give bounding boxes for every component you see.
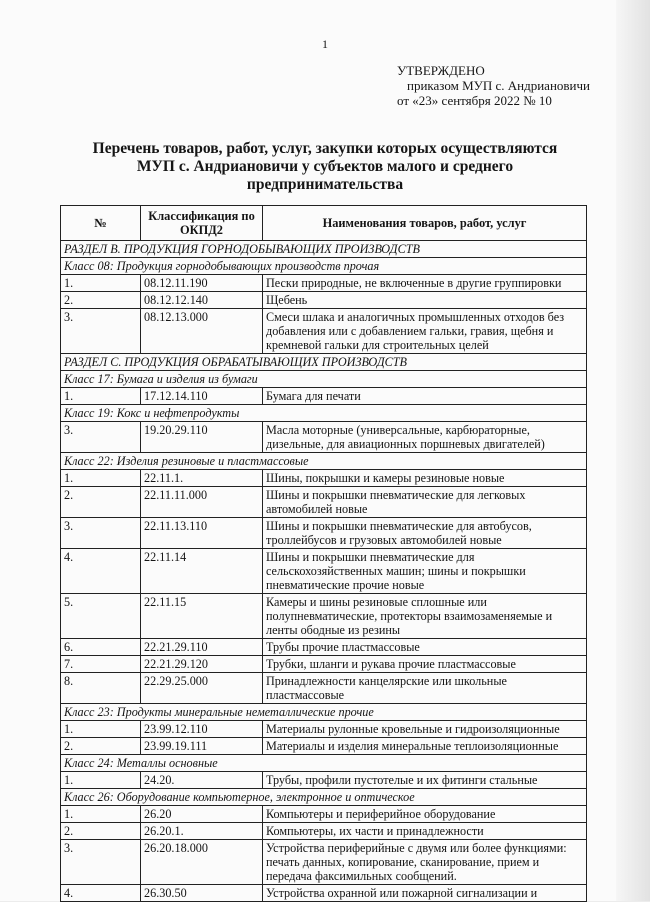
row-name: Шины, покрышки и камеры резиновые новые <box>263 470 587 487</box>
class-heading: Класс 24: Металлы основные <box>61 755 587 772</box>
row-name: Принадлежности канцелярские или школьные пластмассовые <box>263 673 587 704</box>
row-name: Шины и покрышки пневматические для автобусов, троллейбусов и грузовых автомобилей новые <box>263 518 587 549</box>
class-heading: Класс 19: Кокс и нефтепродукты <box>61 405 587 422</box>
approval-heading: УТВЕРЖДЕНО <box>397 63 485 78</box>
row-name: Устройства периферийные с двумя или более функциями: печать данных, копирование, сканирование, прием и передача факсимильных сообщений. <box>263 840 587 885</box>
row-code: 22.11.13.110 <box>141 518 263 549</box>
row-code: 22.11.1. <box>141 470 263 487</box>
row-number: 5. <box>61 594 141 639</box>
section-row <box>61 241 587 258</box>
row-name: Трубы, профили пустотелые и их фитинги стальные <box>263 772 587 789</box>
page-number: 1 <box>322 37 328 51</box>
table-row <box>61 388 587 405</box>
title-line-1: Перечень товаров, работ, услуг, закупки которых осуществляются <box>92 140 558 157</box>
table-row <box>61 518 587 549</box>
row-number: 4. <box>61 549 141 594</box>
approval-stamp-block <box>397 63 590 108</box>
row-number: 7. <box>61 656 141 673</box>
row-name: Трубы прочие пластмассовые <box>263 639 587 656</box>
class-row <box>61 755 587 772</box>
row-number: 3. <box>61 309 141 354</box>
row-number: 2. <box>61 487 141 518</box>
row-name: Масла моторные (универсальные, карбюраторные, дизельные, для авиационных поршневых двигателей) <box>263 422 587 453</box>
class-heading: Класс 23: Продукты минеральные неметаллические прочие <box>61 704 587 721</box>
row-number: 3. <box>61 422 141 453</box>
document-title <box>60 140 590 194</box>
table-body <box>61 241 587 902</box>
row-name: Компьютеры и периферийное оборудование <box>263 806 587 823</box>
section-heading: РАЗДЕЛ B. ПРОДУКЦИЯ ГОРНОДОБЫВАЮЩИХ ПРОИЗВОДСТВ <box>61 241 587 258</box>
table-row <box>61 840 587 885</box>
title-line-2: МУП с. Андриановичи у субъектов малого и среднего <box>136 158 514 175</box>
class-row <box>61 704 587 721</box>
section-heading: РАЗДЕЛ C. ПРОДУКЦИЯ ОБРАБАТЫВАЮЩИХ ПРОИЗВОДСТВ <box>61 354 587 371</box>
row-code: 23.99.19.111 <box>141 738 263 755</box>
row-number: 6. <box>61 639 141 656</box>
table-row <box>61 885 587 902</box>
approval-date: от «23» сентября 2022 № 10 <box>397 93 552 108</box>
row-name: Шины и покрышки пневматические для легковых автомобилей новые <box>263 487 587 518</box>
table-row <box>61 422 587 453</box>
row-code: 23.99.12.110 <box>141 721 263 738</box>
header-classification: Классификация по ОКПД2 <box>141 206 263 241</box>
table-row <box>61 673 587 704</box>
row-name: Камеры и шины резиновые сплошные или полупневматические, протекторы взаимозаменяемые и ленты ободные из резины <box>263 594 587 639</box>
table-row <box>61 806 587 823</box>
row-name: Бумага для печати <box>263 388 587 405</box>
row-number: 1. <box>61 721 141 738</box>
row-code: 22.29.25.000 <box>141 673 263 704</box>
row-name: Пески природные, не включенные в другие группировки <box>263 275 587 292</box>
row-number: 1. <box>61 388 141 405</box>
row-code: 08.12.11.190 <box>141 275 263 292</box>
class-heading: Класс 22: Изделия резиновые и пластмассовые <box>61 453 587 470</box>
title-line-3: предпринимательства <box>246 176 404 193</box>
class-heading: Класс 17: Бумага и изделия из бумаги <box>61 371 587 388</box>
table-row <box>61 656 587 673</box>
row-code: 22.11.11.000 <box>141 487 263 518</box>
row-code: 24.20. <box>141 772 263 789</box>
row-code: 22.11.15 <box>141 594 263 639</box>
row-number: 4. <box>61 885 141 902</box>
row-name: Устройства охранной или пожарной сигнализации и <box>263 885 587 902</box>
section-row <box>61 354 587 371</box>
row-number: 8. <box>61 673 141 704</box>
class-row <box>61 789 587 806</box>
row-name: Компьютеры, их части и принадлежности <box>263 823 587 840</box>
row-code: 19.20.29.110 <box>141 422 263 453</box>
table-header-row <box>61 206 587 241</box>
row-number: 3. <box>61 840 141 885</box>
table-row <box>61 292 587 309</box>
table-row <box>61 772 587 789</box>
row-number: 2. <box>61 292 141 309</box>
row-code: 26.20.1. <box>141 823 263 840</box>
row-number: 2. <box>61 823 141 840</box>
class-heading: Класс 08: Продукция горнодобывающих производств прочая <box>61 258 587 275</box>
row-name: Шины и покрышки пневматические для сельскохозяйственных машин; шины и покрышки пневматические прочие новые <box>263 549 587 594</box>
row-number: 1. <box>61 772 141 789</box>
table-row <box>61 823 587 840</box>
table-row <box>61 738 587 755</box>
class-row <box>61 453 587 470</box>
row-code: 26.20.18.000 <box>141 840 263 885</box>
table-row <box>61 309 587 354</box>
header-number: № <box>61 206 141 241</box>
class-heading: Класс 26: Оборудование компьютерное, электронное и оптическое <box>61 789 587 806</box>
table-row <box>61 487 587 518</box>
table-row <box>61 549 587 594</box>
table-row <box>61 721 587 738</box>
row-name: Смеси шлака и аналогичных промышленных отходов без добавления или с добавлением гальки, гравия, щебня и кремневой гальки для строительных целей <box>263 309 587 354</box>
row-number: 1. <box>61 470 141 487</box>
row-name: Материалы рулонные кровельные и гидроизоляционные <box>263 721 587 738</box>
row-number: 1. <box>61 275 141 292</box>
row-number: 2. <box>61 738 141 755</box>
row-code: 08.12.13.000 <box>141 309 263 354</box>
class-row <box>61 258 587 275</box>
row-name: Трубки, шланги и рукава прочие пластмассовые <box>263 656 587 673</box>
row-code: 17.12.14.110 <box>141 388 263 405</box>
row-number: 3. <box>61 518 141 549</box>
page-edge-shadow <box>616 0 650 901</box>
row-number: 1. <box>61 806 141 823</box>
row-code: 26.30.50 <box>141 885 263 902</box>
row-code: 26.20 <box>141 806 263 823</box>
row-code: 22.21.29.120 <box>141 656 263 673</box>
table-row <box>61 470 587 487</box>
class-row <box>61 371 587 388</box>
row-code: 08.12.12.140 <box>141 292 263 309</box>
row-code: 22.21.29.110 <box>141 639 263 656</box>
approval-order: приказом МУП с. Андриановичи <box>407 78 590 93</box>
row-code: 22.11.14 <box>141 549 263 594</box>
table-row <box>61 594 587 639</box>
header-name: Наименования товаров, работ, услуг <box>263 206 587 241</box>
goods-table <box>60 205 587 902</box>
table-row <box>61 639 587 656</box>
table-row <box>61 275 587 292</box>
row-name: Материалы и изделия минеральные теплоизоляционные <box>263 738 587 755</box>
row-name: Щебень <box>263 292 587 309</box>
class-row <box>61 405 587 422</box>
